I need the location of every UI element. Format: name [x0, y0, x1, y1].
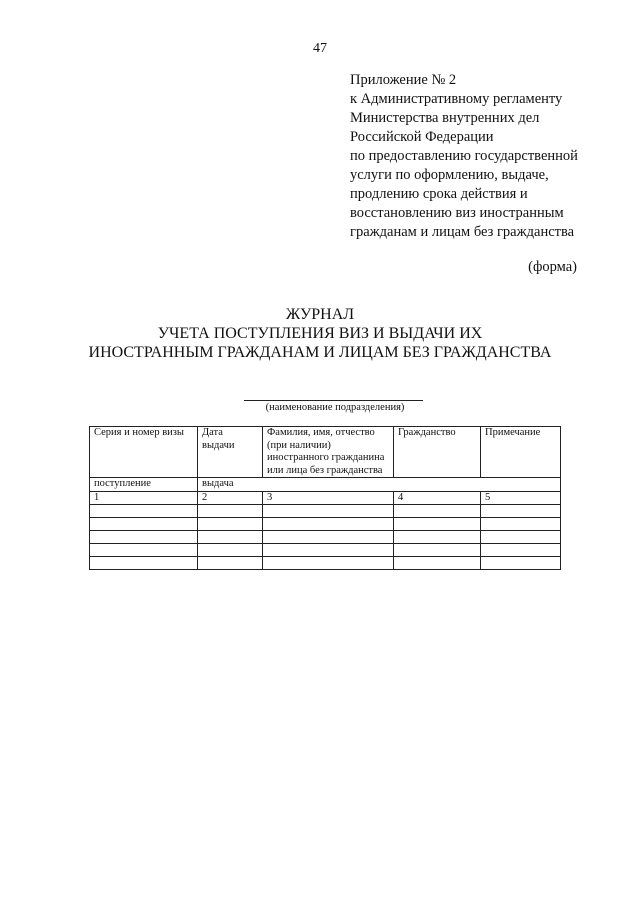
table-cell — [394, 518, 481, 531]
appendix-block — [350, 71, 635, 242]
table-cell — [90, 531, 198, 544]
table-cell — [198, 505, 263, 518]
table-header-row — [90, 427, 561, 478]
column-number: 4 — [394, 491, 481, 505]
column-number: 1 — [90, 491, 198, 505]
header-citizenship: Гражданство — [394, 427, 481, 478]
table-row — [90, 531, 561, 544]
appendix-line: Министерства внутренних дел — [350, 110, 540, 126]
table-cell — [394, 531, 481, 544]
subheader-receipt: поступление — [90, 478, 198, 492]
table-cell — [263, 557, 394, 570]
appendix-line: по предоставлению государственной — [350, 148, 578, 164]
appendix-line: продлению срока действия и — [350, 186, 528, 202]
table-row — [90, 544, 561, 557]
table-cell — [481, 531, 561, 544]
appendix-line: гражданам и лицам без гражданства — [350, 224, 575, 240]
table-cell — [198, 557, 263, 570]
appendix-line: услуги по оформлению, выдаче, — [350, 167, 549, 183]
table-number-row — [90, 491, 561, 505]
appendix-line: восстановлению виз иностранным — [350, 205, 564, 221]
column-number: 2 — [198, 491, 263, 505]
column-number: 3 — [263, 491, 394, 505]
table-cell — [394, 544, 481, 557]
table-cell — [198, 544, 263, 557]
appendix-line: Российской Федерации — [350, 129, 494, 145]
header-full-name: Фамилия, имя, отчество (при наличии) иностранного гражданина или лица без гражданства — [263, 427, 394, 478]
table-cell — [481, 544, 561, 557]
page-number: 47 — [313, 41, 327, 56]
subdivision-caption: (наименование подразделения) — [265, 402, 405, 413]
table-cell — [481, 505, 561, 518]
header-visa-series: Серия и номер визы — [90, 427, 198, 478]
table-cell — [263, 544, 394, 557]
subheader-issue: выдача — [198, 478, 561, 492]
table-cell — [481, 518, 561, 531]
header-issue-date: Дата выдачи — [198, 427, 263, 478]
table-row — [90, 518, 561, 531]
table-cell — [263, 518, 394, 531]
table-cell — [90, 518, 198, 531]
table-row — [90, 505, 561, 518]
title-line: ЖУРНАЛ — [285, 306, 355, 323]
journal-title — [0, 305, 640, 362]
subdivision-line — [244, 400, 423, 401]
table-cell — [198, 531, 263, 544]
title-line: УЧЕТА ПОСТУПЛЕНИЯ ВИЗ И ВЫДАЧИ ИХ — [157, 325, 483, 342]
table-cell — [198, 518, 263, 531]
table-cell — [263, 505, 394, 518]
header-note: Примечание — [481, 427, 561, 478]
table-cell — [263, 531, 394, 544]
appendix-line: к Административному регламенту — [350, 91, 563, 107]
column-number: 5 — [481, 491, 561, 505]
table-cell — [90, 544, 198, 557]
table-row — [90, 557, 561, 570]
table-subheader-row — [90, 478, 561, 492]
table-cell — [90, 557, 198, 570]
appendix-line: Приложение № 2 — [350, 72, 457, 88]
table-cell — [90, 505, 198, 518]
title-line: ИНОСТРАННЫМ ГРАЖДАНАМ И ЛИЦАМ БЕЗ ГРАЖДАНСТВА — [88, 344, 552, 361]
form-label: (форма) — [528, 259, 577, 275]
table-cell — [394, 505, 481, 518]
table-cell — [394, 557, 481, 570]
journal-table — [89, 426, 561, 570]
table-cell — [481, 557, 561, 570]
